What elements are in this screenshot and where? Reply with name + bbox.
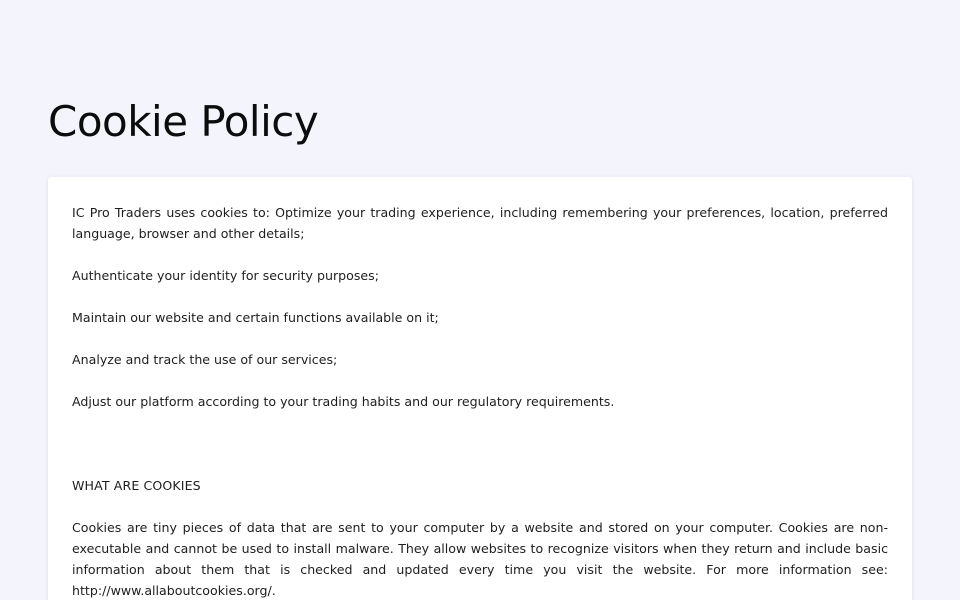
policy-paragraph: Adjust our platform according to your trading habits and our regulatory requirements. [72,394,615,409]
paragraph-spacer [72,433,888,454]
policy-paragraph: Maintain our website and certain functions available on it; [72,310,439,325]
policy-content-card [48,177,912,600]
section-body: Cookies are tiny pieces of data that are sent to your computer by a website and stored on your computer. Cookies are non-executable and cannot be used to install malware. They allow websites to recognize visitors when they return and include basic information about them that is checked and updated every time you visit the website. For more information see: http://www.allaboutcookies.org/. [72,520,888,598]
policy-paragraph: IC Pro Traders uses cookies to: Optimize your trading experience, including remembering your preferences, location, preferred language, browser and other details; [72,205,888,241]
policy-paragraph: Authenticate your identity for security purposes; [72,268,379,283]
policy-paragraph: Analyze and track the use of our services; [72,352,338,367]
section-heading: WHAT ARE COOKIES [72,478,201,493]
page-title: Cookie Policy [48,97,319,146]
